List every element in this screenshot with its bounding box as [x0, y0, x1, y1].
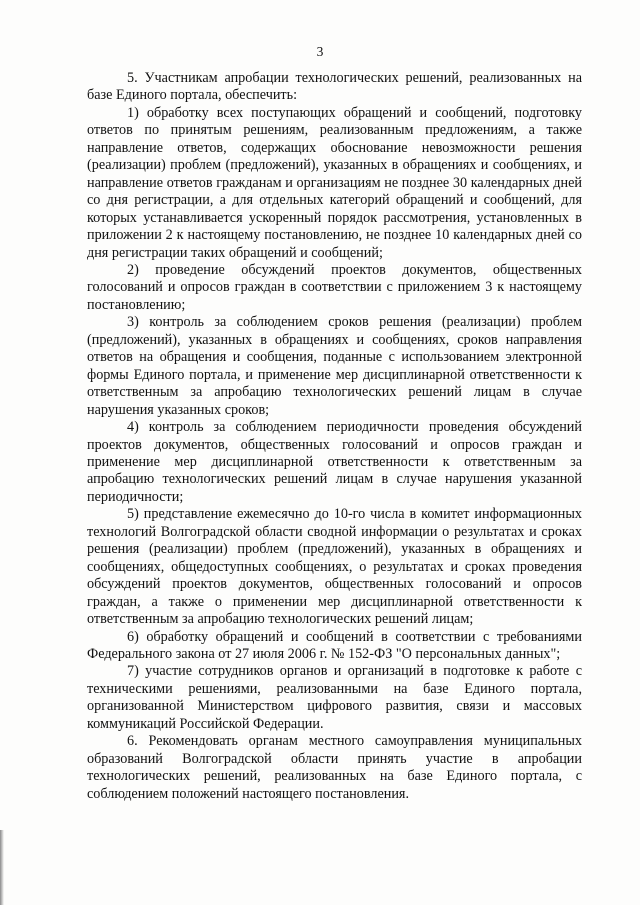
paragraph-item-3: 3) контроль за соблюдением сроков решения (реализации) проблем (предложений), указанных в обращениях и сообщениях, сроков направления ответов на обращения и сообщения, поданные с использованием электронной формы Единого портала, и применение мер дисциплинарной ответственности к ответственным за апробацию технологических решений лицам в случае нарушения указанных сроков; — [87, 314, 582, 418]
paragraph-item-4: 4) контроль за соблюдением периодичности проведения обсуждений проектов документов, общественных голосований и опросов граждан и применение мер дисциплинарной ответственности к ответственным за апробацию технологических решений лицам в случае нарушения указанной периодичности; — [87, 419, 582, 505]
scan-edge-shadow — [0, 830, 4, 905]
paragraph-item-2: 2) проведение обсуждений проектов документов, общественных голосований и опросов граждан в соответствии с приложением 3 к настоящему постановлению; — [87, 261, 582, 313]
paragraph-item-1: 1) обработку всех поступающих обращений и сообщений, подготовку ответов по принятым решениям, реализованным предложениям, а также направление ответов, содержащих обоснование невозможности решения (реализации) проблем (предложений), указанных в обращениях и сообщениях, и направление ответов гражданам и организациям не позднее 30 календарных дней со дня регистрации, а для отдельных категорий обращений и сообщений, для которых устанавливается ускоренный порядок рассмотрения, установленных в приложении 2 к настоящему постановлению, не позднее 10 календарных дней со дня регистрации таких обращений и сообщений; — [87, 104, 582, 261]
paragraph-item-5: 5) представление ежемесячно до 10-го числа в комитет информационных технологий Волгоградской области сводной информации о результатах и сроках решения (реализации) проблем (предложений), указанных в обращениях и сообщениях, общедоступных сообщениях, о результатах и сроках проведения обсуждений проектов документов, общественных голосований и опросов граждан, а также о применении мер дисциплинарной ответственности к ответственным за апробацию технологических решений лицам; — [87, 506, 582, 628]
paragraph-clause-5: 5. Участникам апробации технологических решений, реализованных на базе Единого портала, обеспечить: — [87, 70, 582, 104]
paragraph-item-7: 7) участие сотрудников органов и организаций в подготовке к работе с техническими решениями, реализованными на базе Единого портала, организованной Министерством цифрового развития, связи и массовых коммуникаций Российской Федерации. — [87, 663, 582, 732]
paragraph-item-6: 6) обработку обращений и сообщений в соответствии с требованиями Федерального закона от 27 июля 2006 г. № 152-ФЗ "О персональных данных"; — [87, 628, 582, 662]
paragraph-clause-6: 6. Рекомендовать органам местного самоуправления муниципальных образований Волгоградской области принять участие в апробации технологических решений, реализованных на базе Единого портала, с соблюдением положений настоящего постановления. — [87, 733, 582, 802]
page-number: 3 — [316, 44, 324, 59]
document-body — [87, 70, 582, 803]
